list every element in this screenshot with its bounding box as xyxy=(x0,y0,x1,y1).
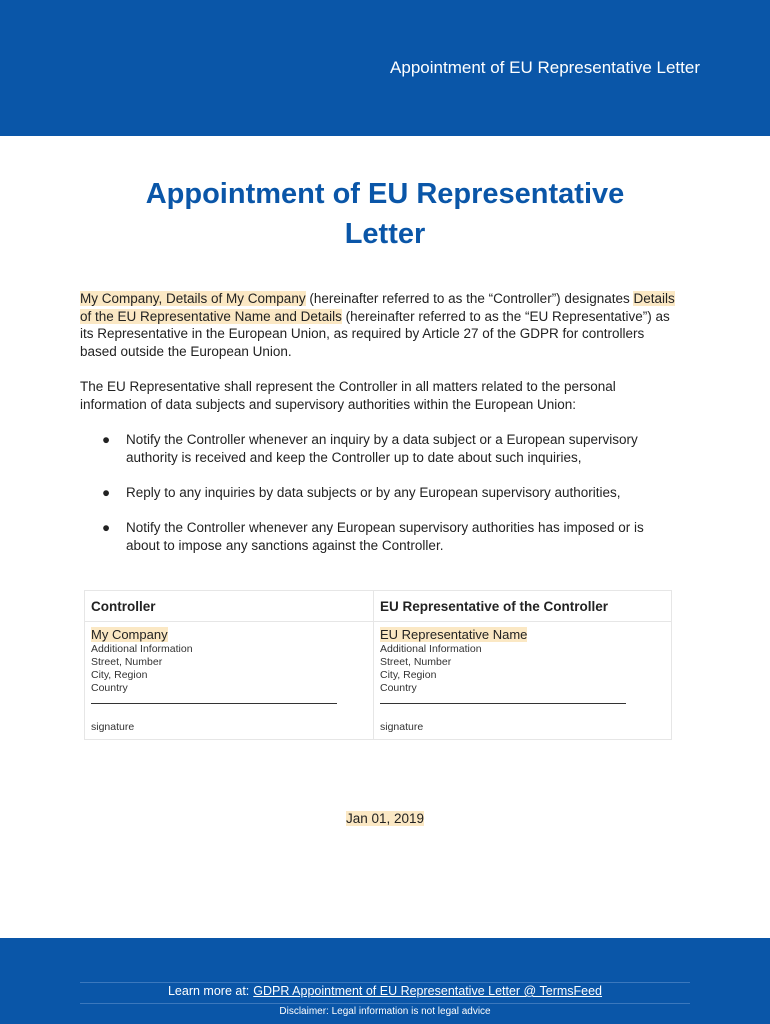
duties-intro-paragraph: The EU Representative shall represent the Controller in all matters related to the personal information of data subjects and supervisory authorities within the European Union: xyxy=(80,379,616,412)
address-line: Additional Information xyxy=(380,643,482,655)
termsfeed-link[interactable]: GDPR Appointment of EU Representative Letter @ TermsFeed xyxy=(253,984,603,998)
list-item-text: Notify the Controller whenever any European supervisory authorities has imposed or is about to impose any sanctions against the Controller. xyxy=(126,520,644,553)
header-title: Appointment of EU Representative Letter xyxy=(390,58,700,77)
list-item-text: Notify the Controller whenever an inquiry by a data subject or a European supervisory authority is received and keep the Controller up to date about such inquiries, xyxy=(126,432,638,465)
controller-header: Controller xyxy=(91,599,156,614)
signature-table xyxy=(84,590,672,740)
document-title-line1: Appointment of EU Representative xyxy=(145,178,625,210)
address-line: Street, Number xyxy=(91,656,163,668)
signature-label: signature xyxy=(380,721,424,733)
designation-text-2: (hereinafter referred to as the “EU Representative”) as its Representative in the European Union, as required by Article 27 of the GDPR for controllers based outside the European Union. xyxy=(80,308,670,359)
footer-divider xyxy=(80,982,690,983)
representative-details-placeholder: Details of the EU Representative Name and Details xyxy=(80,291,675,324)
document-title-line2: Letter xyxy=(344,218,426,250)
page-header xyxy=(0,0,770,136)
bullet-icon: ● xyxy=(102,432,111,447)
document-title xyxy=(80,174,690,254)
designation-paragraph xyxy=(80,290,680,360)
address-line: City, Region xyxy=(91,669,148,681)
letter-date xyxy=(0,811,770,826)
address-line: Street, Number xyxy=(380,656,452,668)
date-value: Jan 01, 2019 xyxy=(345,811,425,826)
address-line: Country xyxy=(380,682,417,694)
address-line: City, Region xyxy=(380,669,437,681)
table-divider xyxy=(85,621,671,622)
footer-disclaimer: Disclaimer: Legal information is not legal advice xyxy=(279,1006,491,1017)
representative-name: EU Representative Name xyxy=(380,627,528,642)
signature-line xyxy=(380,703,626,704)
controller-details-placeholder: My Company, Details of My Company xyxy=(80,291,306,306)
address-line: Additional Information xyxy=(91,643,193,655)
footer-divider xyxy=(80,1003,690,1004)
table-divider xyxy=(373,591,374,739)
representative-header: EU Representative of the Controller xyxy=(380,599,609,614)
learn-more-label: Learn more at: xyxy=(167,984,250,998)
bullet-icon: ● xyxy=(102,485,111,500)
bullet-icon: ● xyxy=(102,520,111,535)
signature-label: signature xyxy=(91,721,135,733)
footer-learn-more xyxy=(0,984,770,998)
controller-address xyxy=(91,643,193,695)
controller-name: My Company xyxy=(91,627,168,642)
list-item-text: Reply to any inquiries by data subjects or by any European supervisory authorities, xyxy=(126,485,621,500)
representative-address xyxy=(380,643,482,695)
page-footer xyxy=(0,938,770,1024)
address-line: Country xyxy=(91,682,128,694)
designation-text-1: (hereinafter referred to as the “Controller”) designates xyxy=(305,291,634,306)
signature-line xyxy=(91,703,337,704)
